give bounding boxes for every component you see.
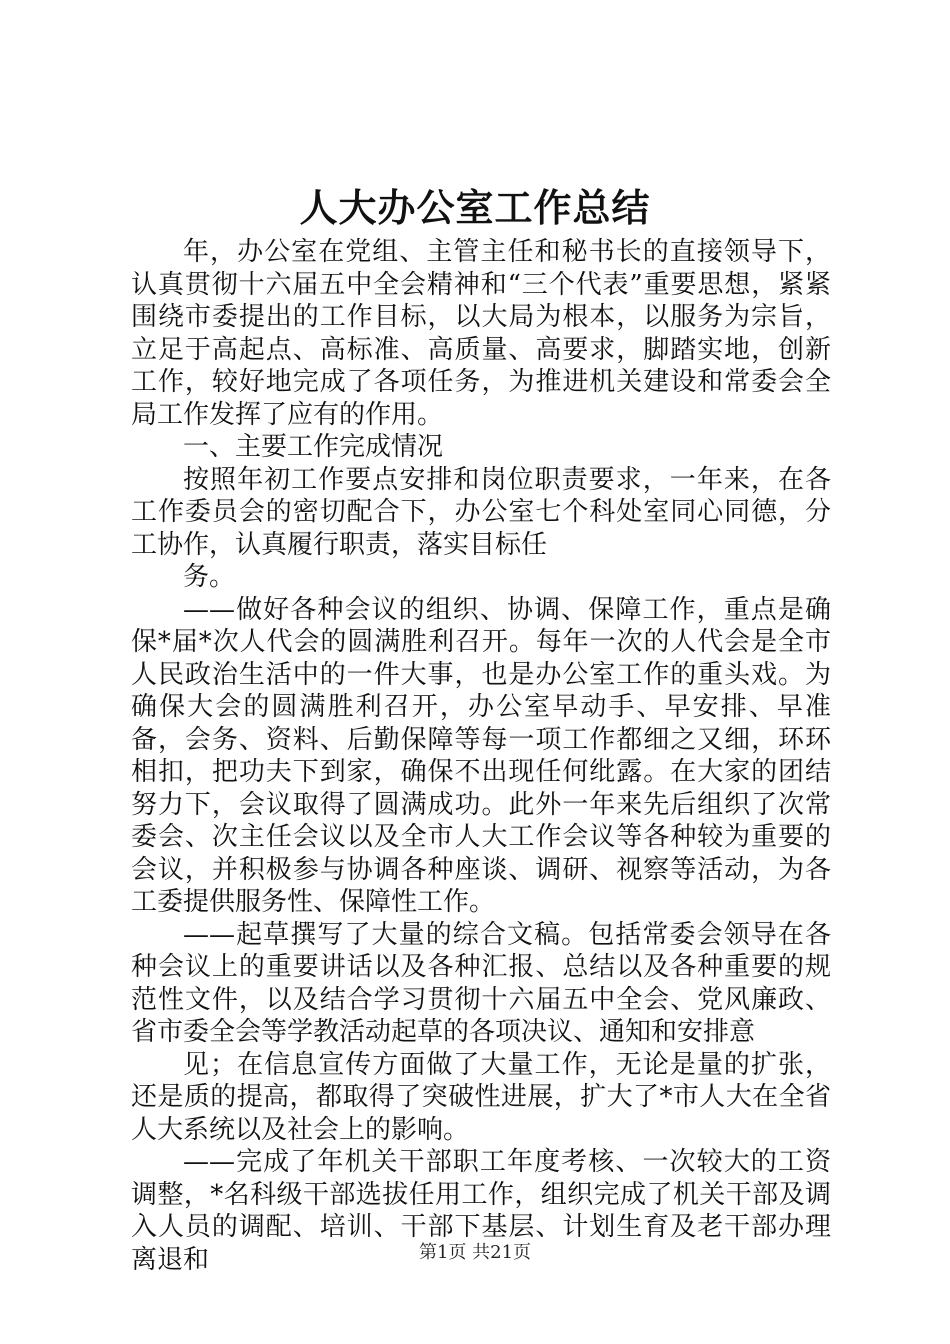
paragraph-personnel: ——完成了年机关干部职工年度考核、一次较大的工资调整，*名科级干部选拔任用工作，组织完成了机关干部及调入人员的调配、培训、干部下基层、计划生育及老干部办理离退和 [131,1147,831,1275]
paragraph-drafting-continued: 见；在信息宣传方面做了大量工作，无论是量的扩张，还是质的提高，都取得了突破性进展，扩大了*市人大在全省人大系统以及社会上的影响。 [131,1049,831,1145]
paragraph-intro: 年，办公室在党组、主管主任和秘书长的直接领导下，认真贯彻十六届五中全会精神和“三个代表”重要思想，紧紧围绕市委提出的工作目标，以大局为根本，以服务为宗旨，立足于高起点、高标准、高质量、高要求，脚踏实地，创新工作，较好地完成了各项任务，为推进机关建设和常委会全局工作发挥了应有的作用。 [131,237,831,430]
paragraph-meetings: ——做好各种会议的组织、协调、保障工作，重点是确保*届*次人代会的圆满胜利召开。每年一次的人代会是全市人民政治生活中的一件大事，也是办公室工作的重头戏。为确保大会的圆满胜利召开，办公室早动手、早安排、早准备，会务、资料、后勤保障等每一项工作都细之又细，环环相扣，把功夫下到家，确保不出现任何纰露。在大家的团结努力下，会议取得了圆满成功。此外一年来先后组织了次常委会、次主任会议以及全市人大工作会议等各种较为重要的会议，并积极参与协调各种座谈、调研、视察等活动，为各工委提供服务性、保障性工作。 [131,594,831,917]
document-title: 人大办公室工作总结 [299,185,651,230]
paragraph-overview: 按照年初工作要点安排和岗位职责要求，一年来，在各工作委员会的密切配合下，办公室七个科处室同心同德，分工协作，认真履行职责，落实目标任 [131,464,831,560]
section-heading: 一、主要工作完成情况 [183,432,444,462]
document-body [131,236,831,1276]
paragraph-drafting: ——起草撰写了大量的综合文稿。包括常委会领导在各种会议上的重要讲话以及各种汇报、总结以及各种重要的规范性文件，以及结合学习贯彻十六届五中全会、党风廉政、省市委全会等学教活动起草的各项决议、通知和安排意 [131,919,831,1047]
page-number-footer: 第1页 共21页 [418,1242,532,1263]
paragraph-overview-continued: 务。 [183,562,236,592]
